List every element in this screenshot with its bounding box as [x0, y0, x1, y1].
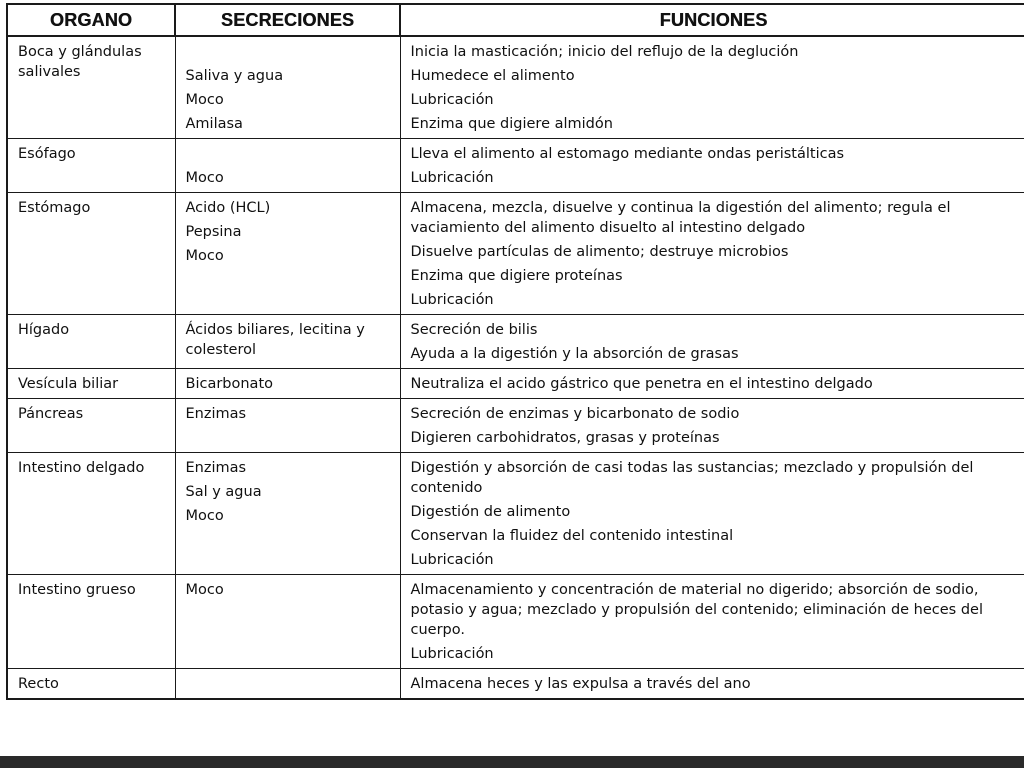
- organ-cell: Páncreas: [7, 399, 175, 453]
- secretion-item: Moco: [185, 582, 224, 598]
- secretions-cell: [175, 315, 400, 369]
- secretions-cell: [175, 369, 400, 399]
- table-row: [7, 669, 1024, 700]
- secretions-cell: [175, 453, 400, 575]
- secretion-item: Enzimas: [185, 406, 247, 422]
- functions-cell: [400, 453, 1024, 575]
- table-row: [7, 453, 1024, 575]
- functions-cell: [400, 369, 1024, 399]
- function-item: Digieren carbohidratos, grasas y proteínas: [410, 430, 720, 446]
- function-item: Disuelve partículas de alimento; destruye microbios: [410, 244, 789, 260]
- function-item: Lubricación: [410, 92, 494, 108]
- function-item: Almacena heces y las expulsa a través del ano: [410, 676, 751, 692]
- function-item: Lubricación: [410, 552, 494, 568]
- secretion-item: Pepsina: [185, 224, 242, 240]
- organ-cell: Boca y glándulas salivales: [7, 36, 175, 139]
- header-funciones: FUNCIONES: [400, 4, 1024, 36]
- table-container: [6, 3, 1024, 700]
- secretion-item: Moco: [185, 170, 224, 186]
- secretion-item: Bicarbonato: [185, 376, 274, 392]
- blank-line: [186, 144, 392, 164]
- organ-cell: Vesícula biliar: [7, 369, 175, 399]
- table-row: [7, 139, 1024, 193]
- secretions-cell: [175, 36, 400, 139]
- function-item: Inicia la masticación; inicio del reflujo de la deglución: [410, 44, 799, 60]
- secretion-item: Saliva y agua: [185, 68, 284, 84]
- function-item: Neutraliza el acido gástrico que penetra en el intestino delgado: [410, 376, 873, 392]
- functions-cell: [400, 139, 1024, 193]
- functions-cell: [400, 399, 1024, 453]
- table-row: [7, 575, 1024, 669]
- function-item: Almacena, mezcla, disuelve y continua la digestión del alimento; regula el vaciamiento del alimento disuelto al intestino delgado: [410, 200, 951, 236]
- secretion-item: Enzimas: [185, 460, 247, 476]
- blank-line: [186, 42, 392, 62]
- secretion-item: Acido (HCL): [185, 200, 271, 216]
- function-item: Lubricación: [410, 292, 494, 308]
- organ-cell: Esófago: [7, 139, 175, 193]
- function-item: Enzima que digiere almidón: [410, 116, 613, 132]
- table-row: [7, 36, 1024, 139]
- function-item: Lubricación: [410, 170, 494, 186]
- function-item: Lleva el alimento al estomago mediante ondas peristálticas: [410, 146, 845, 162]
- organ-cell: Intestino delgado: [7, 453, 175, 575]
- function-item: Secreción de bilis: [410, 322, 538, 338]
- function-item: Conservan la fluidez del contenido intestinal: [410, 528, 734, 544]
- header-organo: ORGANO: [7, 4, 175, 36]
- secretion-item: Moco: [185, 508, 224, 524]
- organ-cell: Estómago: [7, 193, 175, 315]
- secretion-item: Moco: [185, 248, 224, 264]
- function-item: Humedece el alimento: [410, 68, 575, 84]
- secretions-cell: [175, 193, 400, 315]
- organ-cell: Hígado: [7, 315, 175, 369]
- function-item: Ayuda a la digestión y la absorción de grasas: [410, 346, 739, 362]
- function-item: Digestión y absorción de casi todas las sustancias; mezclado y propulsión del contenido: [410, 460, 974, 496]
- functions-cell: [400, 36, 1024, 139]
- table-row: [7, 369, 1024, 399]
- table-body: [7, 36, 1024, 699]
- table-row: [7, 315, 1024, 369]
- secretion-item: Amilasa: [185, 116, 243, 132]
- organ-cell: Intestino grueso: [7, 575, 175, 669]
- secretions-cell: [175, 575, 400, 669]
- functions-cell: [400, 669, 1024, 700]
- secretions-cell: [175, 669, 400, 700]
- secretion-item: Moco: [185, 92, 224, 108]
- function-item: Digestión de alimento: [410, 504, 571, 520]
- functions-cell: [400, 575, 1024, 669]
- bottom-bar: [0, 756, 1024, 768]
- secretions-cell: [175, 399, 400, 453]
- function-item: Almacenamiento y concentración de material no digerido; absorción de sodio, potasio y agua; mezclado y propulsión del contenido; eliminación de heces del cuerpo.: [410, 582, 983, 638]
- digestive-organs-table: [6, 3, 1024, 700]
- functions-cell: [400, 315, 1024, 369]
- function-item: Enzima que digiere proteínas: [410, 268, 623, 284]
- secretions-cell: [175, 139, 400, 193]
- table-header-row: [7, 4, 1024, 36]
- functions-cell: [400, 193, 1024, 315]
- function-item: Secreción de enzimas y bicarbonato de sodio: [410, 406, 740, 422]
- header-secreciones: SECRECIONES: [175, 4, 400, 36]
- table-row: [7, 399, 1024, 453]
- secretion-item: Ácidos biliares, lecitina y colesterol: [185, 322, 365, 358]
- function-item: Lubricación: [410, 646, 494, 662]
- table-row: [7, 193, 1024, 315]
- secretion-item: Sal y agua: [185, 484, 262, 500]
- organ-cell: Recto: [7, 669, 175, 700]
